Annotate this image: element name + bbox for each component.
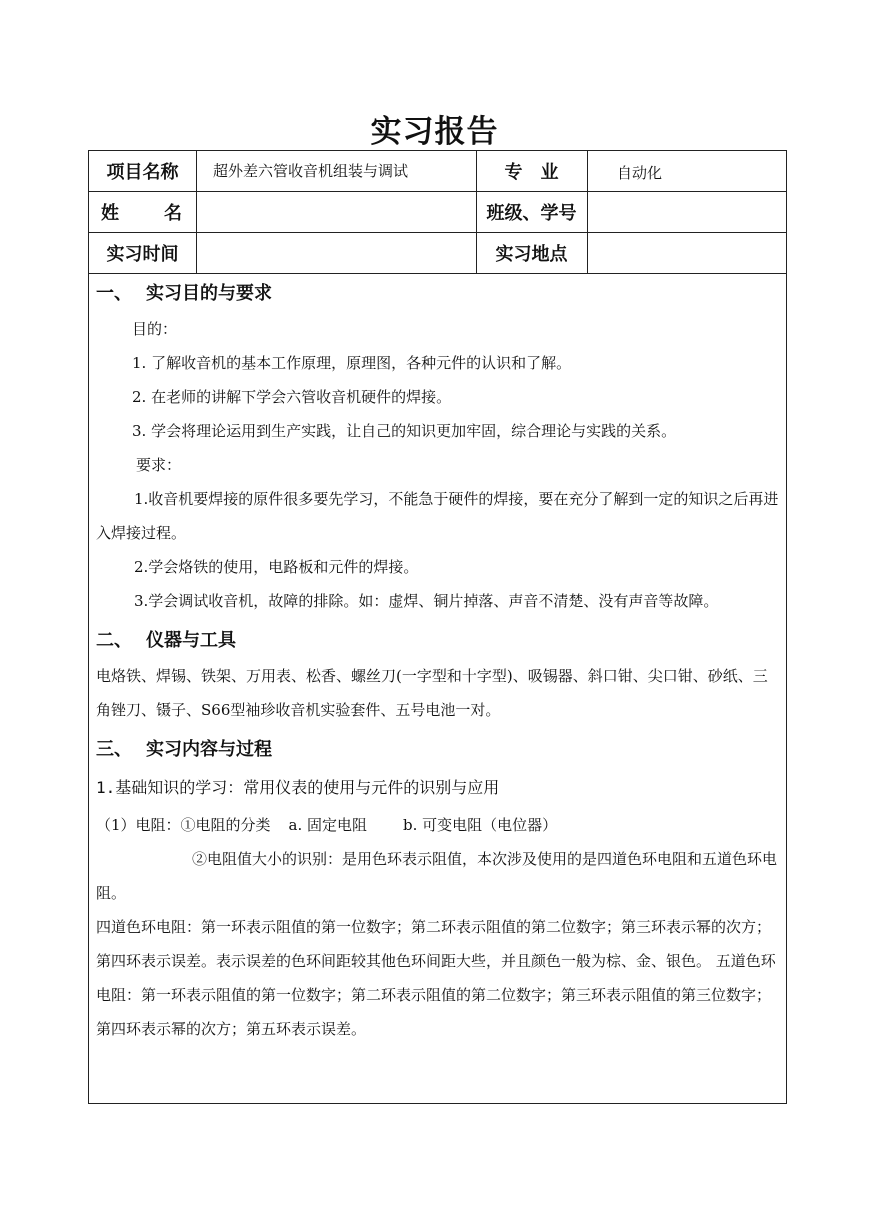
- section-number: 三、: [96, 739, 132, 760]
- section-title: 仪器与工具: [146, 630, 236, 651]
- place-label: 实习地点: [495, 244, 568, 265]
- major-value: 自动化: [617, 164, 663, 182]
- report-body: [96, 275, 782, 1046]
- name-label: 姓 名: [101, 203, 182, 224]
- class-id-label: 班级、学号: [486, 203, 577, 224]
- place-value: [599, 234, 779, 274]
- project-name-label: 项目名称: [106, 162, 179, 183]
- section-title: 实习内容与过程: [146, 739, 272, 760]
- class-id-value: [599, 193, 779, 233]
- report-title: 实习报告: [370, 114, 499, 150]
- subsection-title: 1.基础知识的学习：常用仪表的使用与元件的识别与应用: [96, 778, 500, 797]
- purpose-item: 3. 学会将理论运用到生产实践，让自己的知识更加牢固，综合理论与实践的关系。: [132, 422, 677, 440]
- section-heading-purpose: [96, 275, 782, 312]
- report-frame: [88, 150, 787, 1104]
- variable-resistor: b. 可变电阻（电位器）: [403, 816, 558, 834]
- name-value: [213, 193, 473, 233]
- tools-list: 电烙铁、焊锡、铁架、万用表、松香、螺丝刀(一字型和十字型)、吸锡器、斜口钳、尖口钳、砂纸、三角锉刀、镊子、S66型袖珍收音机实验套件、五号电池一对。: [96, 667, 768, 719]
- time-label: 实习时间: [106, 244, 179, 265]
- purpose-label: 目的：: [132, 320, 178, 338]
- section-heading-tools: [96, 622, 782, 659]
- section-number: 一、: [96, 283, 132, 304]
- purpose-item: 2. 在老师的讲解下学会六管收音机硬件的焊接。: [132, 388, 452, 406]
- requirement-item: 2.学会烙铁的使用，电路板和元件的焊接。: [134, 558, 419, 576]
- color-band-description: 四道色环电阻：第一环表示阻值的第一位数字；第二环表示阻值的第二位数字；第三环表示幂的次方；第四环表示误差。表示误差的色环间距较其他色环间距大些，并且颜色一般为棕、金、银色。 五道色环电阻：第一环表示阻值的第一位数字；第二环表示阻值的第二位数字；第三环表示阻值的第三位数字；第四环表示幂的次方；第五环表示误差。: [96, 918, 776, 1038]
- col-divider: [587, 151, 588, 274]
- project-name-value: 超外差六管收音机组装与调试: [213, 162, 409, 180]
- section-number: 二、: [96, 630, 132, 651]
- fixed-resistor: a. 固定电阻: [288, 816, 368, 834]
- resistor-identification: ②电阻值大小的识别：是用色环表示阻值，本次涉及使用的是四道色环电阻和五道色环电阻。: [96, 850, 778, 902]
- requirement-item: 3.学会调试收音机，故障的排除。如：虚焊、铜片掉落、声音不清楚、没有声音等故障。: [134, 592, 719, 610]
- time-value: [213, 234, 473, 274]
- requirement-label: 要求：: [136, 456, 182, 474]
- purpose-item: 1. 了解收音机的基本工作原理，原理图，各种元件的认识和了解。: [132, 354, 572, 372]
- col-divider: [196, 151, 197, 274]
- section-heading-content: [96, 731, 782, 768]
- major-label: 专 业: [504, 162, 559, 183]
- requirement-item: 1.收音机要焊接的原件很多要先学习，不能急于硬件的焊接，要在充分了解到一定的知识之后再进入焊接过程。: [96, 490, 779, 542]
- resistor-classification: [96, 808, 782, 842]
- section-title: 实习目的与要求: [146, 283, 272, 304]
- resistor-class-label: （1）电阻：①电阻的分类: [96, 816, 271, 834]
